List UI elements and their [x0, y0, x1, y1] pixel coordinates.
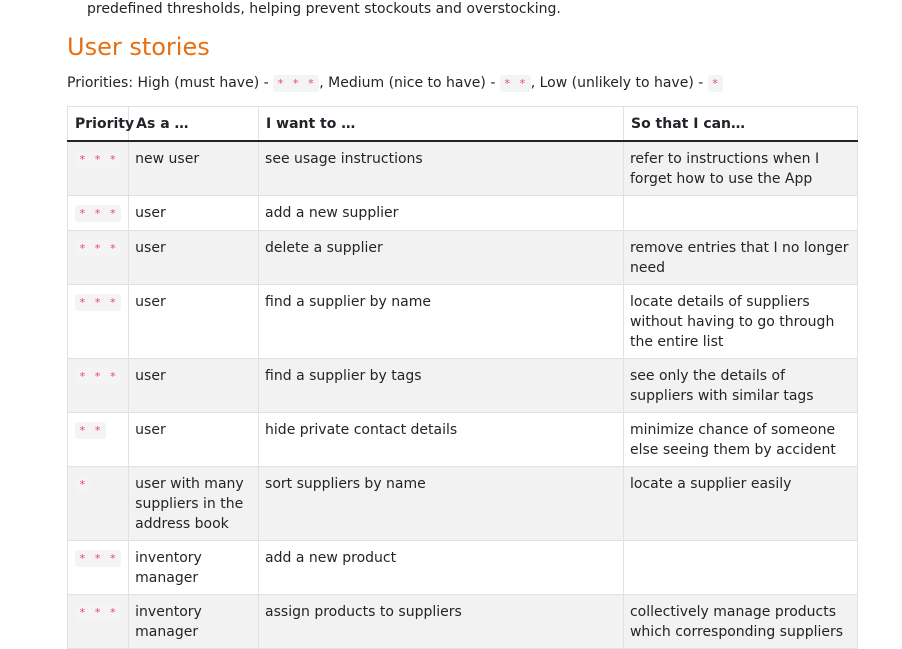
priorities-legend: [67, 73, 723, 94]
as-a-cell: inventory manager: [129, 541, 259, 595]
priority-cell: [68, 141, 129, 196]
table-row: [68, 595, 858, 649]
so-that-cell: [623, 541, 857, 595]
priority-cell: [68, 413, 129, 467]
as-a-cell: user with many suppliers in the address book: [129, 467, 259, 541]
so-that-cell: [623, 196, 857, 231]
header-as-a: As a …: [129, 107, 259, 142]
priority-stars: *: [75, 476, 91, 493]
table-row: [68, 231, 858, 285]
table-header: [68, 107, 858, 142]
table-row: [68, 359, 858, 413]
as-a-cell: user: [129, 359, 259, 413]
priority-low-code: *: [708, 75, 724, 92]
header-priority: Priority: [68, 107, 129, 142]
priority-high-code: * * *: [273, 75, 319, 92]
priority-stars: * * *: [75, 151, 121, 168]
want-cell: see usage instructions: [259, 141, 624, 196]
priority-stars: * * *: [75, 550, 121, 567]
priority-medium-code: * *: [500, 75, 531, 92]
so-that-cell: collectively manage products which corresponding suppliers: [623, 595, 857, 649]
priority-stars: * *: [75, 422, 106, 439]
want-cell: add a new supplier: [259, 196, 624, 231]
priority-cell: [68, 467, 129, 541]
so-that-cell: see only the details of suppliers with similar tags: [623, 359, 857, 413]
table-body: [68, 141, 858, 649]
priority-stars: * * *: [75, 368, 121, 385]
as-a-cell: user: [129, 196, 259, 231]
priority-cell: [68, 359, 129, 413]
as-a-cell: user: [129, 285, 259, 359]
priority-stars: * * *: [75, 240, 121, 257]
so-that-cell: minimize chance of someone else seeing them by accident: [623, 413, 857, 467]
table-row: [68, 285, 858, 359]
want-cell: find a supplier by name: [259, 285, 624, 359]
table-row: [68, 413, 858, 467]
want-cell: sort suppliers by name: [259, 467, 624, 541]
as-a-cell: new user: [129, 141, 259, 196]
table-row: [68, 467, 858, 541]
intro-paragraph: predefined thresholds, helping prevent stockouts and overstocking.: [87, 1, 561, 17]
priority-cell: [68, 541, 129, 595]
so-that-cell: refer to instructions when I forget how to use the App: [623, 141, 857, 196]
so-that-cell: locate a supplier easily: [623, 467, 857, 541]
table-row: [68, 541, 858, 595]
priority-cell: [68, 285, 129, 359]
priority-cell: [68, 231, 129, 285]
want-cell: assign products to suppliers: [259, 595, 624, 649]
as-a-cell: inventory manager: [129, 595, 259, 649]
priority-stars: * * *: [75, 604, 121, 621]
priority-cell: [68, 595, 129, 649]
user-stories-table: [67, 106, 858, 649]
want-cell: find a supplier by tags: [259, 359, 624, 413]
header-i-want-to: I want to …: [259, 107, 624, 142]
header-so-that: So that I can…: [623, 107, 857, 142]
want-cell: hide private contact details: [259, 413, 624, 467]
as-a-cell: user: [129, 231, 259, 285]
priorities-medium-text: , Medium (nice to have) -: [319, 75, 500, 91]
table-row: [68, 196, 858, 231]
as-a-cell: user: [129, 413, 259, 467]
header-row: [68, 107, 858, 142]
so-that-cell: locate details of suppliers without having to go through the entire list: [623, 285, 857, 359]
want-cell: add a new product: [259, 541, 624, 595]
priorities-low-text: , Low (unlikely to have) -: [530, 75, 708, 91]
priority-stars: * * *: [75, 294, 121, 311]
want-cell: delete a supplier: [259, 231, 624, 285]
table-row: [68, 141, 858, 196]
priority-cell: [68, 196, 129, 231]
priority-stars: * * *: [75, 205, 121, 222]
section-title: User stories: [67, 33, 210, 61]
priorities-prefix: Priorities: High (must have) -: [67, 75, 274, 91]
so-that-cell: remove entries that I no longer need: [623, 231, 857, 285]
